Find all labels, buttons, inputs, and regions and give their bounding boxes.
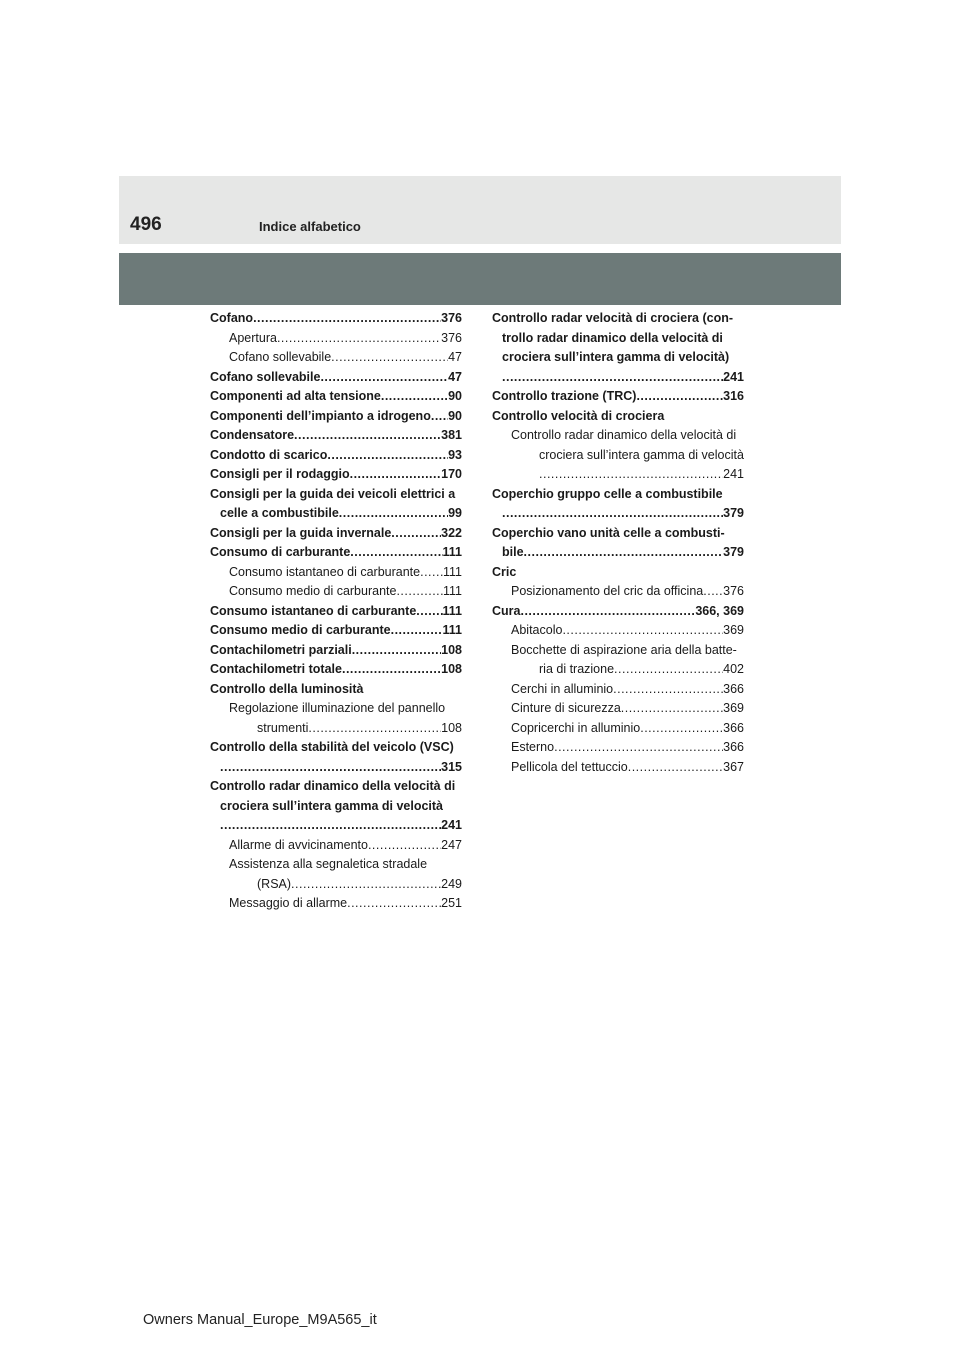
index-term: Cofano — [210, 311, 254, 325]
index-line — [210, 387, 462, 407]
index-column-right — [492, 309, 744, 777]
index-line — [210, 816, 462, 836]
index-term: Abitacolo — [511, 623, 563, 637]
page-reference: 99 — [448, 506, 462, 520]
index-line — [492, 407, 744, 427]
index-term: celle a combustibile — [220, 506, 339, 520]
leader-dots — [420, 563, 443, 583]
index-line — [511, 758, 744, 778]
index-term: Consigli per la guida dei veicoli elettrici a — [210, 486, 456, 501]
leader-dots — [562, 621, 723, 641]
page-reference: 111 — [442, 584, 462, 598]
leader-dots — [294, 426, 441, 446]
index-line — [210, 680, 462, 700]
page-reference: 47 — [448, 350, 462, 364]
index-entry — [210, 368, 462, 388]
index-subentry — [492, 719, 744, 739]
index-term: Consigli per la guida invernale — [210, 525, 392, 540]
index-term: Coperchio vano unità celle a combusti- — [492, 525, 725, 540]
index-line — [229, 855, 462, 875]
index-term: Assistenza alla segnaletica stradale — [229, 857, 428, 871]
index-line — [210, 446, 462, 466]
page-reference: 111 — [442, 603, 462, 618]
index-line — [210, 777, 462, 797]
index-entry — [210, 738, 462, 777]
index-term: Consumo medio di carburante — [210, 623, 391, 637]
index-line — [492, 563, 744, 583]
index-term: ria di trazione — [539, 662, 615, 676]
index-line — [511, 465, 744, 485]
page-reference: 369 — [723, 623, 744, 637]
page-reference: 315 — [441, 759, 462, 774]
header-bar — [119, 176, 841, 244]
index-term: Condensatore — [210, 428, 295, 442]
index-term: Controllo della stabilità del veicolo (VSC) — [210, 740, 454, 754]
index-term: Condotto di scarico — [210, 447, 328, 462]
index-entry — [210, 641, 462, 661]
index-entry — [492, 563, 744, 583]
leader-dots — [352, 641, 441, 661]
index-subentry — [492, 699, 744, 719]
leader-dots — [502, 504, 723, 524]
index-subentry — [210, 329, 462, 349]
header-band — [119, 253, 841, 305]
index-subentry — [210, 894, 462, 914]
index-line — [229, 699, 462, 719]
index-line — [511, 426, 744, 446]
leader-dots — [220, 758, 441, 778]
index-entry — [210, 524, 462, 544]
index-term: (RSA) — [257, 876, 292, 891]
index-line — [229, 875, 462, 895]
leader-dots — [524, 543, 724, 563]
index-term: Regolazione illuminazione del pannello — [229, 701, 446, 715]
index-line — [210, 641, 462, 661]
index-line — [210, 738, 462, 758]
index-line — [511, 641, 744, 661]
index-subentry — [210, 855, 462, 894]
index-entry — [492, 407, 744, 427]
index-line — [210, 621, 462, 641]
leader-dots — [327, 446, 448, 466]
leader-dots — [554, 738, 723, 758]
index-term: crociera sull’intera gamma di velocità — [220, 798, 444, 813]
index-term: strumenti — [257, 720, 309, 735]
index-subentry — [210, 348, 462, 368]
index-line — [210, 407, 462, 427]
index-line — [210, 426, 462, 446]
index-term: Controllo radar velocità di crociera (con- — [492, 311, 734, 325]
index-line — [492, 524, 744, 544]
index-entry — [492, 602, 744, 622]
index-term: Componenti dell’impianto a idrogeno — [210, 408, 431, 423]
index-line — [511, 621, 744, 641]
page-reference: 170 — [441, 467, 462, 481]
index-term: Cofano sollevabile — [210, 369, 321, 384]
index-subentry — [492, 738, 744, 758]
page-reference: 316 — [723, 389, 744, 403]
leader-dots — [628, 758, 723, 778]
index-term: Consumo di carburante — [210, 545, 351, 559]
page-reference: 108 — [441, 720, 462, 735]
page-reference: 376 — [441, 330, 462, 345]
index-line — [511, 446, 744, 466]
page-reference: 111 — [442, 623, 462, 637]
index-line — [492, 348, 744, 368]
page-reference: 376 — [441, 311, 462, 325]
leader-dots — [391, 621, 443, 641]
index-line — [210, 602, 462, 622]
page-reference: 366 — [723, 681, 744, 696]
footer-text: Owners Manual_Europe_M9A565_it — [143, 1312, 377, 1328]
leader-dots — [291, 875, 441, 895]
index-term: Controllo radar dinamico della velocità di — [511, 428, 737, 442]
index-term: Posizionamento del cric da officina — [511, 584, 704, 598]
index-line — [511, 680, 744, 700]
index-line — [229, 719, 462, 739]
index-line — [492, 602, 744, 622]
index-line — [210, 797, 462, 817]
index-subentry — [492, 426, 744, 485]
page-reference: 322 — [441, 525, 462, 540]
index-term: Cura — [492, 603, 521, 618]
leader-dots — [350, 543, 442, 563]
index-term: trollo radar dinamico della velocità di — [502, 330, 723, 345]
index-entry — [492, 387, 744, 407]
index-entry — [210, 446, 462, 466]
index-subentry — [492, 582, 744, 602]
page-reference: 47 — [448, 369, 462, 384]
index-line — [492, 309, 744, 329]
index-subentry — [210, 699, 462, 738]
index-entry — [210, 602, 462, 622]
index-entry — [210, 309, 462, 329]
page-reference: 111 — [442, 564, 462, 579]
index-line — [210, 543, 462, 563]
leader-dots — [396, 582, 443, 602]
page-reference: 366, 369 — [695, 603, 744, 618]
index-term: Esterno — [511, 740, 555, 754]
page-reference: 90 — [448, 408, 462, 423]
index-term: Cofano sollevabile — [229, 350, 332, 364]
index-entry — [210, 485, 462, 524]
index-line — [210, 660, 462, 680]
leader-dots — [703, 582, 723, 602]
index-line — [511, 719, 744, 739]
page-reference: 108 — [441, 662, 462, 676]
leader-dots — [331, 348, 448, 368]
page-reference: 376 — [723, 584, 744, 598]
index-entry — [210, 407, 462, 427]
index-entry — [492, 524, 744, 563]
index-line — [229, 582, 462, 602]
leader-dots — [220, 816, 441, 836]
index-line — [210, 758, 462, 778]
page-reference: 241 — [441, 818, 462, 832]
leader-dots — [253, 309, 441, 329]
index-entry — [210, 426, 462, 446]
index-subentry — [492, 621, 744, 641]
leader-dots — [502, 368, 723, 388]
index-term: Cinture di sicurezza — [511, 701, 621, 715]
leader-dots — [347, 894, 441, 914]
page-reference: 241 — [723, 467, 744, 481]
index-entry — [210, 387, 462, 407]
leader-dots — [621, 699, 723, 719]
index-term: Apertura — [229, 330, 277, 345]
section-title: Indice alfabetico — [259, 219, 361, 234]
leader-dots — [391, 524, 441, 544]
page-reference: 90 — [448, 389, 462, 403]
page-reference: 366 — [723, 720, 744, 735]
index-term: Controllo trazione (TRC) — [492, 389, 637, 403]
leader-dots — [431, 407, 448, 427]
page-reference: 108 — [441, 642, 462, 657]
index-term: Consigli per il rodaggio — [210, 467, 350, 481]
page-reference: 369 — [723, 701, 744, 715]
page-reference: 247 — [441, 837, 462, 852]
index-line — [511, 660, 744, 680]
leader-dots — [636, 387, 723, 407]
index-subentry — [210, 836, 462, 856]
index-line — [492, 543, 744, 563]
index-term: crociera sull’intera gamma di velocità — [539, 447, 744, 462]
index-term: Bocchette di aspirazione aria della batte- — [511, 642, 737, 657]
leader-dots — [350, 465, 442, 485]
leader-dots — [381, 387, 448, 407]
index-entry — [210, 543, 462, 563]
index-line — [492, 387, 744, 407]
index-subentry — [210, 582, 462, 602]
page-reference: 366 — [723, 740, 744, 754]
page-reference: 381 — [441, 428, 462, 442]
index-term: Controllo velocità di crociera — [492, 408, 665, 423]
leader-dots — [339, 504, 448, 524]
page-reference: 111 — [442, 545, 462, 559]
index-line — [229, 348, 462, 368]
index-line — [229, 563, 462, 583]
page-reference: 241 — [723, 369, 744, 384]
index-term: Coperchio gruppo celle a combustibile — [492, 486, 723, 501]
page-reference: 379 — [723, 506, 744, 520]
index-entry — [210, 621, 462, 641]
index-line — [210, 309, 462, 329]
leader-dots — [416, 602, 442, 622]
leader-dots — [614, 660, 723, 680]
index-line — [210, 524, 462, 544]
leader-dots — [320, 368, 448, 388]
leader-dots — [520, 602, 695, 622]
index-term: crociera sull’intera gamma di velocità) — [502, 350, 730, 364]
index-subentry — [492, 680, 744, 700]
index-term: Consumo medio di carburante — [229, 584, 397, 598]
index-subentry — [210, 563, 462, 583]
index-term: Controllo radar dinamico della velocità di — [210, 779, 456, 793]
leader-dots — [342, 660, 441, 680]
index-entry — [210, 660, 462, 680]
index-term: Cric — [492, 564, 517, 579]
leader-dots — [368, 836, 441, 856]
index-term: Allarme di avvicinamento — [229, 837, 368, 852]
page-reference: 402 — [723, 662, 744, 676]
index-line — [210, 368, 462, 388]
index-line — [511, 738, 744, 758]
index-entry — [210, 465, 462, 485]
index-term: Componenti ad alta tensione — [210, 389, 381, 403]
index-line — [229, 836, 462, 856]
leader-dots — [613, 680, 723, 700]
index-term: Messaggio di allarme — [229, 896, 348, 910]
index-subentry — [492, 758, 744, 778]
index-term: Controllo della luminosità — [210, 681, 364, 696]
index-subentry — [492, 641, 744, 680]
leader-dots — [539, 465, 723, 485]
index-line — [511, 699, 744, 719]
index-entry — [492, 485, 744, 524]
index-line — [492, 368, 744, 388]
index-column-left — [210, 309, 462, 914]
index-entry — [492, 309, 744, 387]
page-reference: 251 — [441, 896, 462, 910]
index-line — [229, 329, 462, 349]
index-line — [210, 485, 462, 505]
index-line — [492, 329, 744, 349]
leader-dots — [308, 719, 441, 739]
page-reference: 93 — [448, 447, 462, 462]
page-reference: 249 — [441, 876, 462, 891]
page-reference: 379 — [723, 545, 744, 559]
index-line — [511, 582, 744, 602]
index-entry — [210, 680, 462, 700]
index-term: Contachilometri parziali — [210, 642, 352, 657]
index-term: Copricerchi in alluminio — [511, 720, 641, 735]
index-entry — [210, 777, 462, 836]
index-line — [229, 894, 462, 914]
index-line — [210, 465, 462, 485]
index-line — [492, 504, 744, 524]
index-term: Consumo istantaneo di carburante — [210, 603, 417, 618]
index-term: Pellicola del tettuccio — [511, 759, 628, 774]
leader-dots — [640, 719, 723, 739]
leader-dots — [277, 329, 441, 349]
index-line — [492, 485, 744, 505]
page-reference: 367 — [723, 759, 744, 774]
index-line — [210, 504, 462, 524]
page-number: 496 — [130, 214, 162, 235]
index-term: bile — [502, 545, 524, 559]
index-term: Contachilometri totale — [210, 662, 342, 676]
index-term: Consumo istantaneo di carburante — [229, 564, 421, 579]
index-term: Cerchi in alluminio — [511, 681, 614, 696]
